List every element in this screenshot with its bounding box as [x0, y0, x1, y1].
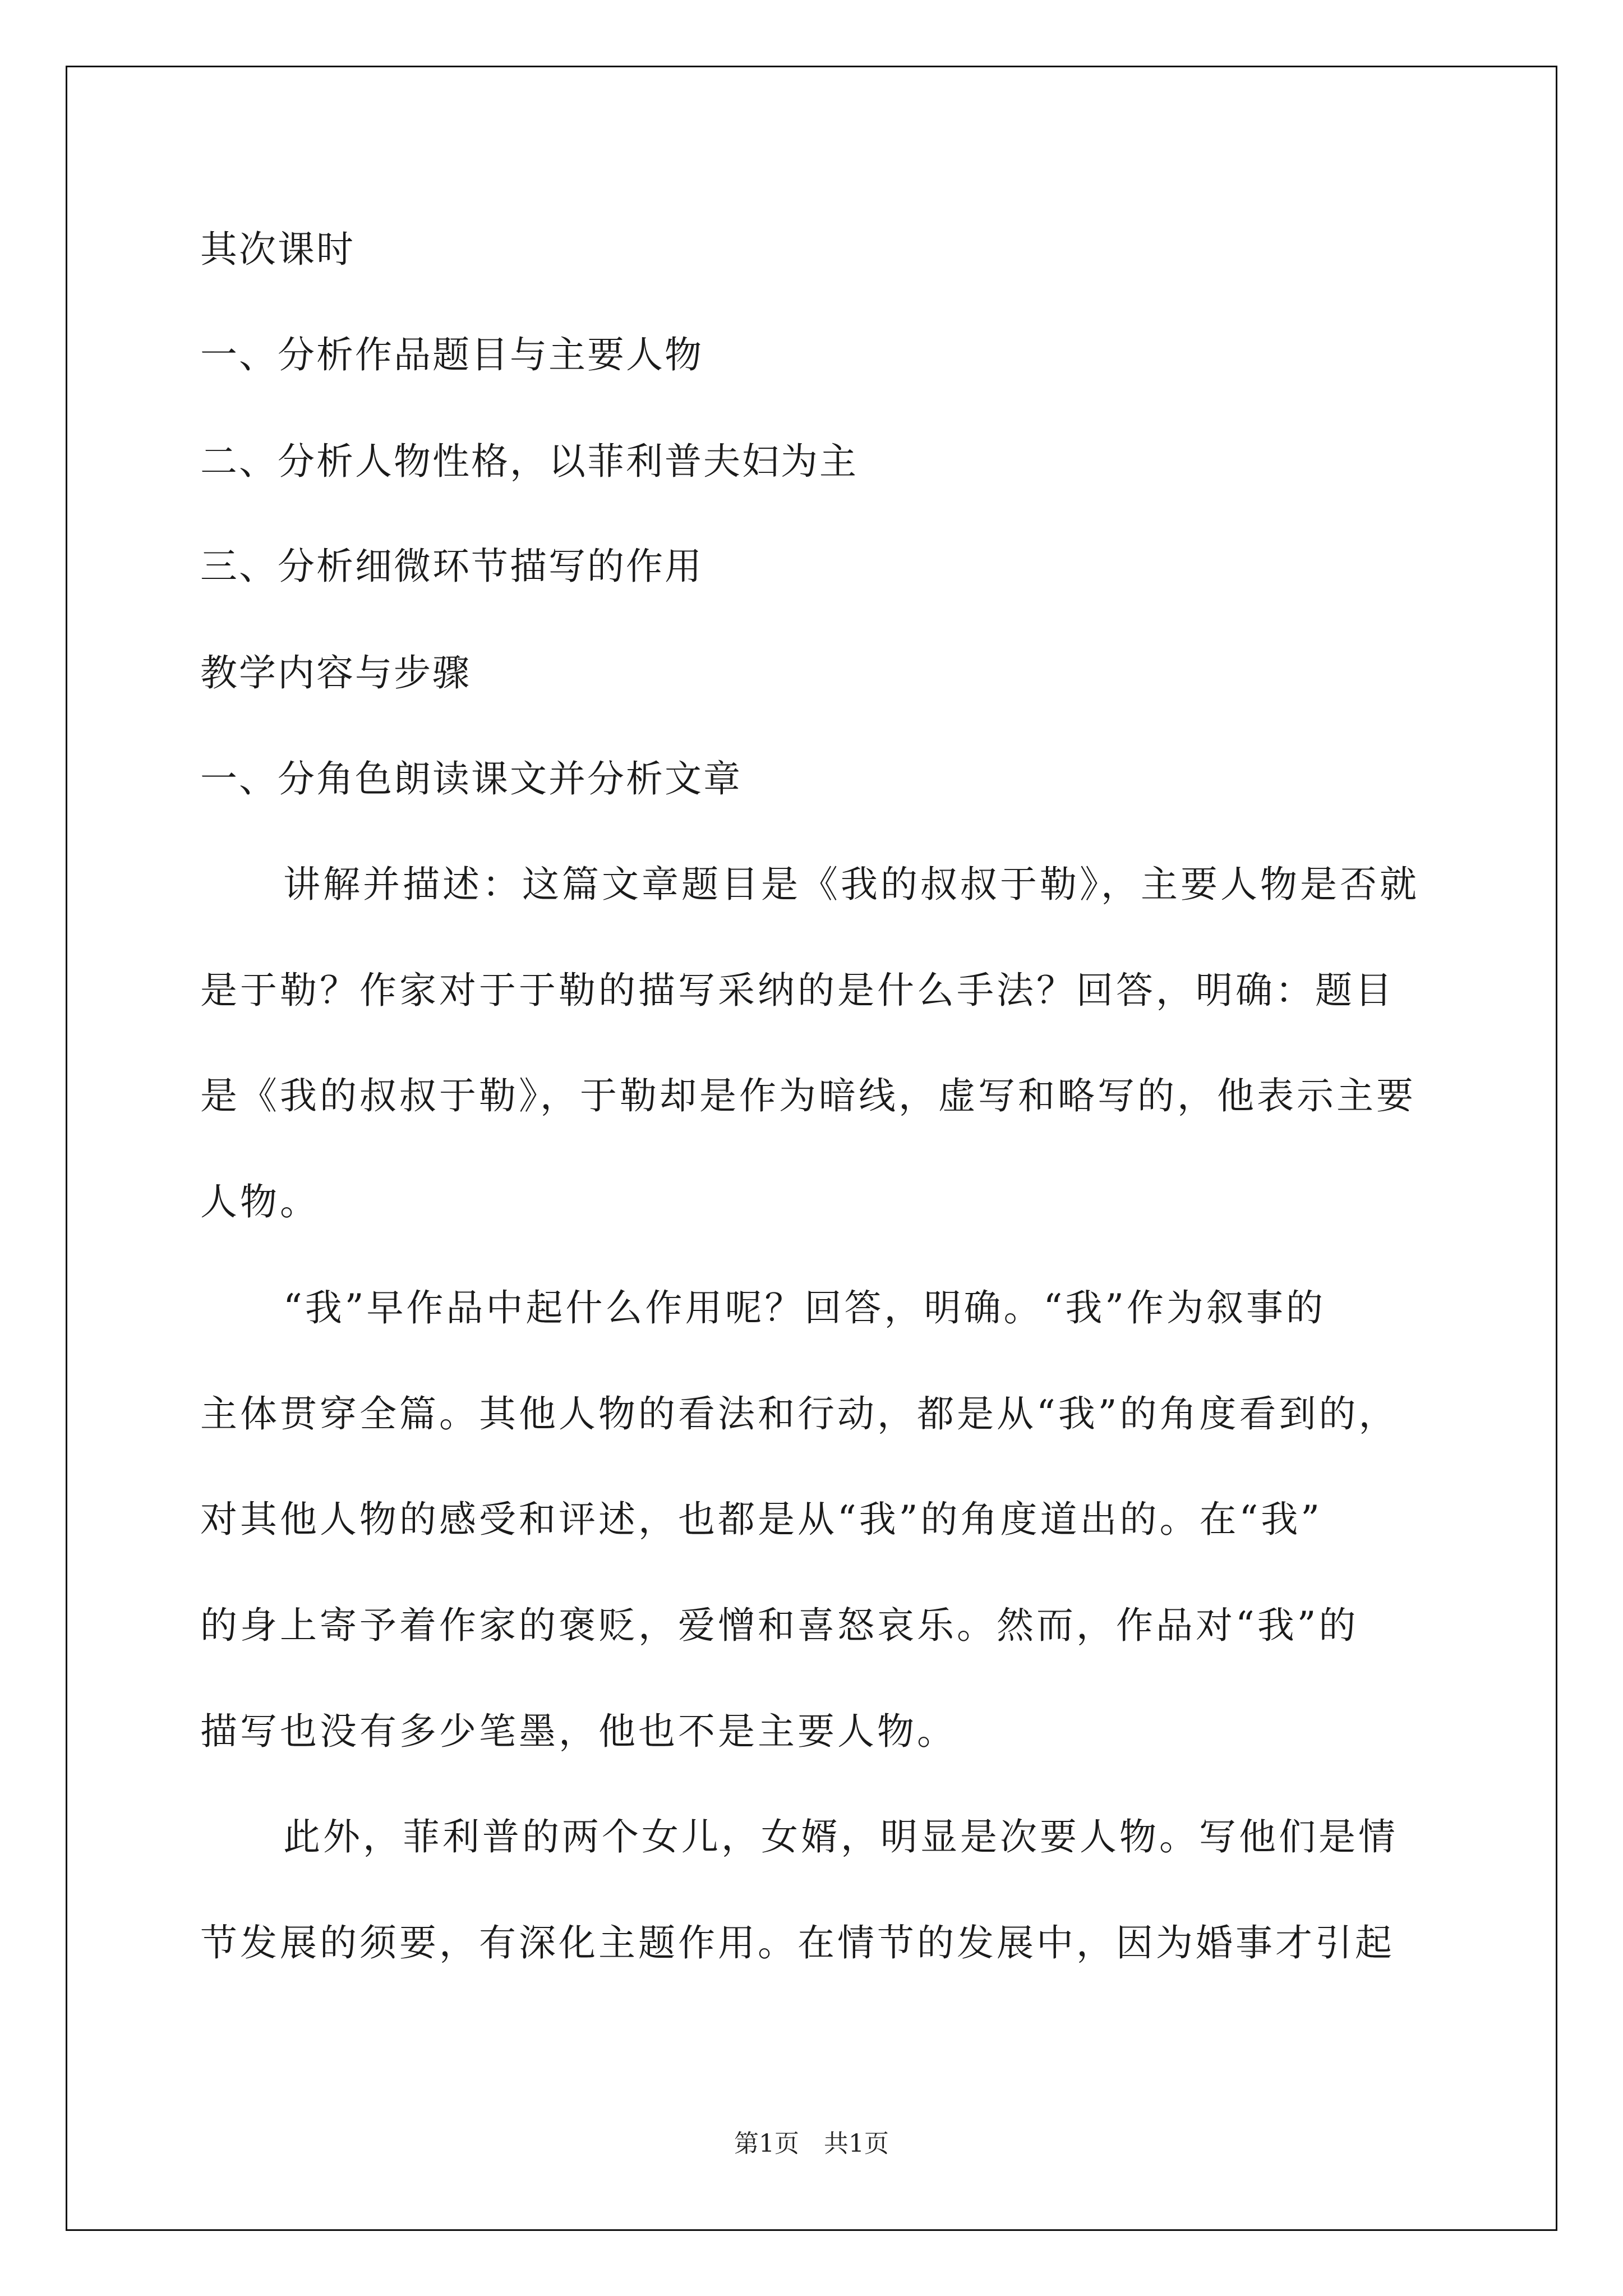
step-heading: 一、分角色朗读课文并分析文章 [200, 757, 742, 800]
outline-item-2: 二、分析人物性格，以菲利普夫妇为主 [200, 440, 858, 483]
paragraph-3-line-1: 此外，菲利普的两个女儿，女婿，明显是次要人物。写他们是情 [283, 1815, 1398, 1858]
paragraph-2-line-1: “我”早作品中起什么作用呢？回答，明确。“我”作为叙事的 [283, 1286, 1326, 1329]
outline-item-3: 三、分析细微环节描写的作用 [200, 545, 703, 588]
paragraph-2-line-4: 的身上寄予着作家的褒贬，爱憎和喜怒哀乐。然而，作品对“我”的 [200, 1604, 1359, 1647]
outline-item-1: 一、分析作品题目与主要人物 [200, 333, 703, 376]
paragraph-1-line-3: 是《我的叔叔于勒》，于勒却是作为暗线，虚写和略写的，他表示主要 [200, 1074, 1416, 1117]
section-heading: 其次课时 [200, 228, 355, 271]
subheading: 教学内容与步骤 [200, 651, 471, 694]
paragraph-2-line-5: 描写也没有多少笔墨，他也不是主要人物。 [200, 1710, 957, 1753]
paragraph-1-line-1: 讲解并描述：这篇文章题目是《我的叔叔于勒》，主要人物是否就 [283, 863, 1419, 906]
paragraph-1-line-4: 人物。 [200, 1180, 320, 1223]
page-footer: 第1页 共1页 [734, 2129, 889, 2158]
paragraph-2-line-3: 对其他人物的感受和评述，也都是从“我”的角度道出的。在“我” [200, 1498, 1322, 1541]
page-border [66, 66, 1557, 2231]
paragraph-1-line-2: 是于勒？作家对于于勒的描写采纳的是什么手法？回答，明确：题目 [200, 969, 1395, 1012]
paragraph-3-line-2: 节发展的须要，有深化主题作用。在情节的发展中，因为婚事才引起 [200, 1921, 1395, 1964]
paragraph-2-line-2: 主体贯穿全篇。其他人物的看法和行动，都是从“我”的角度看到的， [200, 1392, 1399, 1435]
